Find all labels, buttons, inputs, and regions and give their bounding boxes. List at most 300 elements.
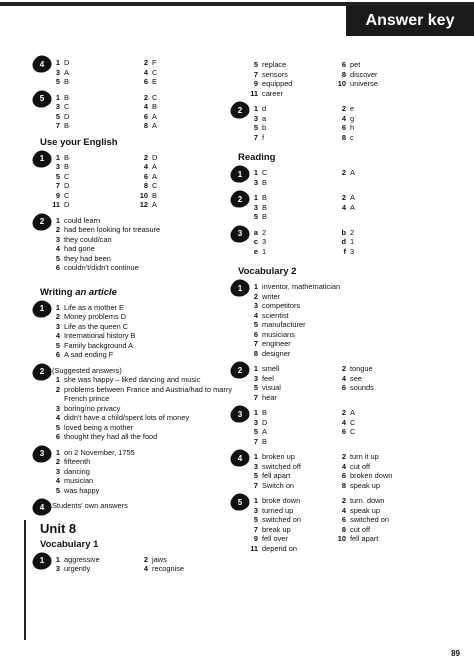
exercise-block	[238, 282, 458, 358]
item-number: 2	[55, 384, 60, 394]
answer-row	[40, 404, 230, 414]
item-number: 6	[55, 350, 60, 359]
item-answer: boring/no privacy	[64, 403, 121, 413]
item-answer: fell apart	[262, 471, 291, 480]
exercise-number-badge: 5	[233, 495, 247, 509]
exercise-number-badge: 2	[233, 103, 247, 117]
answer-row	[40, 555, 230, 565]
item-answer: replace	[262, 60, 287, 69]
item-number: 6	[55, 263, 60, 272]
answer-row	[238, 237, 458, 247]
exercise-number-badge: 2	[35, 365, 49, 379]
item-answer: hear	[262, 392, 277, 402]
item-number: 3	[253, 461, 258, 471]
exercise-number-badge: 2	[35, 215, 49, 229]
item-number: 3	[253, 301, 258, 310]
exercise-number-badge: 4	[35, 500, 49, 514]
item-number: 10	[139, 190, 148, 200]
item-answer: on 2 November, 1755	[64, 447, 135, 457]
item-answer: Life as a mother E	[64, 302, 124, 312]
item-answer: fifteenth	[64, 457, 91, 466]
item-number: 5	[55, 422, 60, 432]
item-number: 1	[55, 215, 60, 225]
answer-row	[238, 203, 458, 213]
exercise-number-badge: 1	[233, 281, 247, 295]
item-answer: broken up	[262, 452, 295, 461]
item-answer: they had been	[64, 253, 111, 263]
answer-row	[238, 349, 458, 359]
item-answer: D	[64, 58, 70, 67]
item-answer: smell	[262, 364, 280, 373]
answer-row	[238, 462, 458, 472]
item-answer: visual	[262, 383, 281, 392]
answer-row	[40, 216, 230, 226]
item-answer: B	[262, 212, 267, 221]
exercise-block	[39, 365, 233, 442]
writing-title-italic: an article	[75, 286, 117, 298]
item-number: 4	[55, 413, 60, 422]
exercise-block	[40, 153, 230, 210]
item-number: 1	[55, 92, 60, 102]
answer-row	[238, 292, 458, 302]
item-number: 5	[253, 383, 258, 392]
item-answer: D	[64, 111, 70, 121]
answer-row	[238, 104, 458, 114]
item-number: 3	[55, 403, 60, 413]
item-answer: A	[350, 408, 355, 417]
answer-row	[40, 153, 230, 163]
answer-row	[238, 89, 458, 99]
item-answer: h	[350, 123, 355, 132]
exercise-block	[238, 168, 458, 187]
item-answer: turn it up	[350, 452, 379, 461]
item-number: 11	[250, 88, 258, 98]
answer-row	[238, 471, 458, 481]
exercise-block	[40, 555, 230, 574]
item-number: 1	[253, 168, 258, 177]
item-answer: 1	[350, 237, 355, 246]
item-number: 3	[55, 234, 60, 244]
item-answer: problems between France and Austria/had to marry	[64, 384, 233, 394]
item-answer: musician	[64, 476, 94, 485]
item-answer: C	[64, 190, 70, 200]
item-number: 4	[341, 461, 346, 471]
item-number: 5	[253, 427, 258, 436]
item-number: 8	[143, 121, 148, 130]
item-number: 8	[341, 524, 346, 534]
answer-row	[238, 481, 458, 491]
item-number: 5	[253, 212, 258, 221]
answer-row	[40, 476, 230, 486]
answer-row	[40, 244, 230, 254]
exercise-block	[40, 93, 230, 131]
answer-row	[238, 247, 458, 257]
item-number: 1	[253, 496, 258, 505]
item-answer: A	[152, 171, 157, 181]
item-number: 2	[341, 193, 346, 202]
item-answer: e	[350, 104, 355, 113]
item-number: 5	[253, 471, 258, 480]
answer-row	[40, 413, 230, 423]
answer-row	[40, 200, 230, 210]
item-answer: A	[64, 67, 69, 77]
item-answer: inventor, mathematician	[262, 282, 341, 291]
item-number: 4	[253, 310, 258, 320]
item-answer: speak up	[350, 505, 380, 515]
answer-row	[40, 112, 230, 122]
item-number: 4	[55, 331, 60, 340]
item-answer: A	[152, 162, 157, 171]
item-number: 5	[55, 253, 60, 263]
item-number: a	[253, 227, 258, 237]
item-answer: B	[64, 162, 69, 171]
answer-row	[238, 544, 458, 554]
item-answer: C	[152, 92, 158, 102]
item-answer: g	[350, 113, 355, 123]
answer-row	[238, 228, 458, 238]
item-number: 3	[55, 321, 60, 331]
answer-row	[238, 311, 458, 321]
item-number: 3	[253, 417, 258, 427]
item-answer: broken down	[350, 471, 393, 480]
section-title: Vocabulary 1	[40, 538, 99, 550]
exercise-block	[238, 496, 458, 553]
answer-row	[40, 102, 230, 112]
section-title: Reading	[238, 152, 276, 163]
item-answer: thought they had all the food	[64, 432, 158, 441]
answer-row	[238, 364, 458, 374]
answer-row	[238, 339, 458, 349]
exercise-block	[238, 452, 458, 490]
item-answer: C	[64, 102, 70, 111]
answer-row	[40, 423, 230, 433]
answer-row	[238, 60, 458, 70]
item-number: 3	[55, 67, 60, 77]
item-answer: Life as the queen C	[64, 321, 129, 331]
item-answer: A	[350, 193, 355, 202]
item-answer: competitors	[262, 301, 301, 310]
item-answer: break up	[262, 524, 291, 534]
item-answer: D	[64, 200, 70, 209]
item-number: 3	[253, 505, 258, 515]
item-number: 3	[55, 564, 60, 573]
item-number: 5	[55, 77, 60, 86]
item-answer: C	[262, 168, 268, 177]
item-number: 1	[55, 554, 60, 564]
page-number: 89	[451, 649, 460, 658]
answer-row	[40, 350, 230, 360]
item-number: 6	[341, 471, 346, 480]
item-number: 2	[341, 104, 346, 113]
answer-row	[238, 515, 458, 525]
answer-row	[40, 191, 230, 201]
item-answer: universe	[350, 79, 378, 88]
item-answer: C	[152, 181, 158, 190]
answer-row	[238, 114, 458, 124]
item-answer: B	[64, 77, 69, 86]
item-number: 4	[55, 476, 60, 485]
item-number: 1	[55, 447, 60, 457]
item-answer: turn. down	[350, 496, 385, 505]
exercise-number-badge: 1	[35, 152, 49, 166]
answer-row	[238, 212, 458, 222]
item-answer: A	[152, 200, 157, 209]
item-answer: tongue	[350, 364, 373, 373]
item-number: 5	[55, 485, 60, 495]
item-number: 5	[55, 171, 60, 181]
item-number: 4	[55, 244, 60, 253]
answer-row	[40, 254, 230, 264]
item-number: 6	[341, 383, 346, 392]
answer-row	[238, 437, 458, 447]
answer-row	[238, 123, 458, 133]
item-answer: switched off	[262, 461, 301, 471]
item-answer: C	[64, 171, 70, 181]
item-number: 6	[341, 123, 346, 132]
answer-row	[40, 162, 230, 172]
section-title: Vocabulary 2	[238, 266, 297, 277]
item-number: 8	[253, 348, 258, 358]
item-number: 2	[341, 496, 346, 505]
exercise-block	[238, 60, 458, 98]
item-number: 7	[253, 339, 258, 348]
item-number: 7	[253, 392, 258, 402]
answer-row	[40, 93, 230, 103]
exercise-block	[238, 104, 458, 142]
exercise-block	[40, 216, 230, 273]
item-number: 4	[143, 67, 148, 77]
item-answer: C	[350, 427, 356, 436]
writing-title: Writing	[40, 286, 76, 298]
item-answer: French prince	[64, 394, 110, 403]
exercise-number-badge: 5	[35, 92, 49, 106]
item-number: d	[341, 237, 346, 246]
item-number: 4	[341, 202, 346, 212]
answer-row	[40, 68, 230, 78]
answer-row	[238, 534, 458, 544]
answer-row	[40, 467, 230, 477]
exercise-block	[238, 408, 458, 446]
item-answer: B	[64, 92, 69, 102]
item-answer: fell over	[262, 534, 288, 543]
item-answer: manufacturer	[262, 320, 306, 329]
item-answer: 3	[350, 246, 355, 256]
item-answer: C	[350, 417, 356, 427]
answer-row	[40, 432, 230, 442]
item-number: 3	[55, 162, 60, 171]
item-answer: c	[350, 132, 354, 142]
item-answer: B	[152, 102, 157, 111]
item-answer: B	[152, 190, 157, 200]
item-number: 7	[253, 132, 258, 142]
item-answer: 1	[262, 246, 267, 256]
item-number: b	[341, 227, 346, 237]
item-number: 11	[52, 200, 60, 209]
right-column	[238, 60, 458, 559]
item-answer: Money problems D	[64, 312, 127, 321]
item-number: 2	[143, 152, 148, 162]
item-answer: A	[152, 111, 157, 121]
answer-row	[238, 301, 458, 311]
item-number: 7	[253, 480, 258, 490]
exercise-number-badge: 1	[35, 554, 49, 568]
item-number: 1	[55, 58, 60, 67]
exercise-number-badge: 3	[233, 407, 247, 421]
binding-mark	[24, 520, 26, 640]
item-number: 7	[55, 121, 60, 130]
item-answer: career	[262, 88, 283, 98]
item-answer: D	[152, 152, 158, 162]
item-number: 4	[143, 564, 148, 573]
item-answer: B	[64, 152, 69, 162]
item-number: 4	[341, 505, 346, 515]
answer-row	[238, 193, 458, 203]
item-number: 5	[253, 515, 258, 524]
intro-label: (Suggested answers)	[52, 365, 122, 375]
exercise-number-badge: 2	[233, 192, 247, 206]
item-answer: B	[262, 202, 267, 212]
item-answer: could learn	[64, 215, 101, 225]
item-number: 9	[253, 79, 258, 88]
answer-row	[40, 384, 233, 395]
item-number: 5	[55, 340, 60, 350]
item-number: 1	[253, 364, 258, 373]
answer-row	[238, 320, 458, 330]
item-answer: she was happy – liked dancing and music	[64, 375, 201, 384]
item-number: 5	[253, 60, 258, 69]
item-number: 4	[143, 102, 148, 111]
item-answer: sounds	[350, 383, 374, 392]
item-answer: was happy	[64, 485, 100, 495]
item-answer: A	[350, 168, 355, 177]
item-answer: didn't have a child/spent lots of money	[64, 413, 190, 422]
item-number: 6	[341, 60, 346, 69]
item-number: f	[343, 246, 346, 256]
left-column	[39, 58, 233, 580]
item-answer: B	[262, 177, 267, 187]
item-number: 6	[341, 515, 346, 524]
item-answer: equipped	[262, 79, 293, 88]
item-answer: turned up	[262, 505, 294, 515]
exercise-block	[40, 58, 230, 87]
item-number: 3	[253, 202, 258, 212]
item-answer: A	[152, 121, 157, 130]
item-number: 5	[253, 123, 258, 132]
answer-row	[238, 496, 458, 506]
exercise-number-badge: 3	[35, 447, 49, 461]
item-answer: d	[262, 104, 267, 113]
item-number: 2	[55, 312, 60, 321]
exercise-number-badge: 4	[233, 451, 247, 465]
item-answer: cut off	[350, 461, 370, 471]
answer-row	[40, 331, 230, 341]
answer-row	[238, 282, 458, 292]
answer-row	[238, 383, 458, 393]
answer-row	[40, 312, 230, 322]
item-number: 2	[341, 168, 346, 177]
answer-row	[40, 501, 230, 511]
item-number: 3	[253, 113, 258, 123]
answer-row	[238, 330, 458, 340]
item-answer: engineer	[262, 339, 291, 348]
answer-row	[40, 303, 230, 313]
exercise-block	[40, 448, 230, 496]
answer-row	[40, 448, 230, 458]
answer-row	[40, 564, 230, 574]
answer-row	[40, 457, 230, 467]
item-number: e	[253, 246, 258, 256]
answer-row	[40, 172, 230, 182]
answer-key-header: Answer key	[346, 6, 474, 36]
item-number: 8	[341, 480, 346, 490]
item-answer: pet	[350, 60, 361, 69]
item-number: 8	[341, 132, 346, 142]
item-number: 2	[55, 457, 60, 466]
item-answer: E	[152, 77, 157, 86]
item-number: 6	[341, 427, 346, 436]
item-number: 9	[253, 534, 258, 543]
item-number: 6	[143, 171, 148, 181]
item-answer: couldn't/didn't continue	[64, 263, 139, 272]
item-answer: switched on	[350, 515, 390, 524]
item-answer: 2	[350, 227, 355, 237]
answer-row	[238, 178, 458, 188]
item-number: 2	[143, 554, 148, 564]
item-answer: C	[152, 67, 158, 77]
exercise-block	[40, 501, 230, 511]
item-answer: recognise	[152, 564, 185, 573]
answer-row	[238, 506, 458, 516]
answer-row	[238, 133, 458, 143]
item-answer: Family background A	[64, 340, 134, 350]
answer-row	[40, 121, 230, 131]
item-number: 2	[341, 452, 346, 461]
item-number: 1	[55, 375, 60, 384]
item-number: c	[253, 237, 258, 246]
item-number: 6	[55, 432, 60, 441]
item-number: 8	[341, 69, 346, 79]
exercise-number-badge: 4	[35, 57, 49, 71]
exercise-number-badge: 1	[35, 302, 49, 316]
item-number: 2	[341, 408, 346, 417]
item-answer: fell apart	[350, 534, 379, 543]
item-number: 3	[55, 102, 60, 111]
item-number: 4	[143, 162, 148, 171]
item-number: 5	[253, 320, 258, 329]
item-number: 4	[341, 373, 346, 383]
item-number: 1	[253, 452, 258, 461]
answer-row	[40, 263, 230, 273]
item-answer: urgently	[64, 564, 91, 573]
item-number: 10	[337, 79, 346, 88]
item-number: 8	[143, 181, 148, 190]
answer-row	[238, 374, 458, 384]
item-answer: had been looking for treasure	[64, 225, 161, 234]
item-number: 7	[253, 69, 258, 79]
item-number: 4	[341, 417, 346, 427]
item-answer: 3	[262, 237, 267, 246]
answer-row	[40, 322, 230, 332]
item-answer: b	[262, 123, 267, 132]
item-number: 4	[341, 113, 346, 123]
item-answer: depend on	[262, 543, 297, 553]
item-answer: B	[262, 408, 267, 417]
answer-row	[238, 79, 458, 89]
item-number: 1	[253, 193, 258, 202]
answer-row	[238, 452, 458, 462]
item-answer: Switch on	[262, 480, 295, 490]
item-number: 1	[55, 152, 60, 162]
